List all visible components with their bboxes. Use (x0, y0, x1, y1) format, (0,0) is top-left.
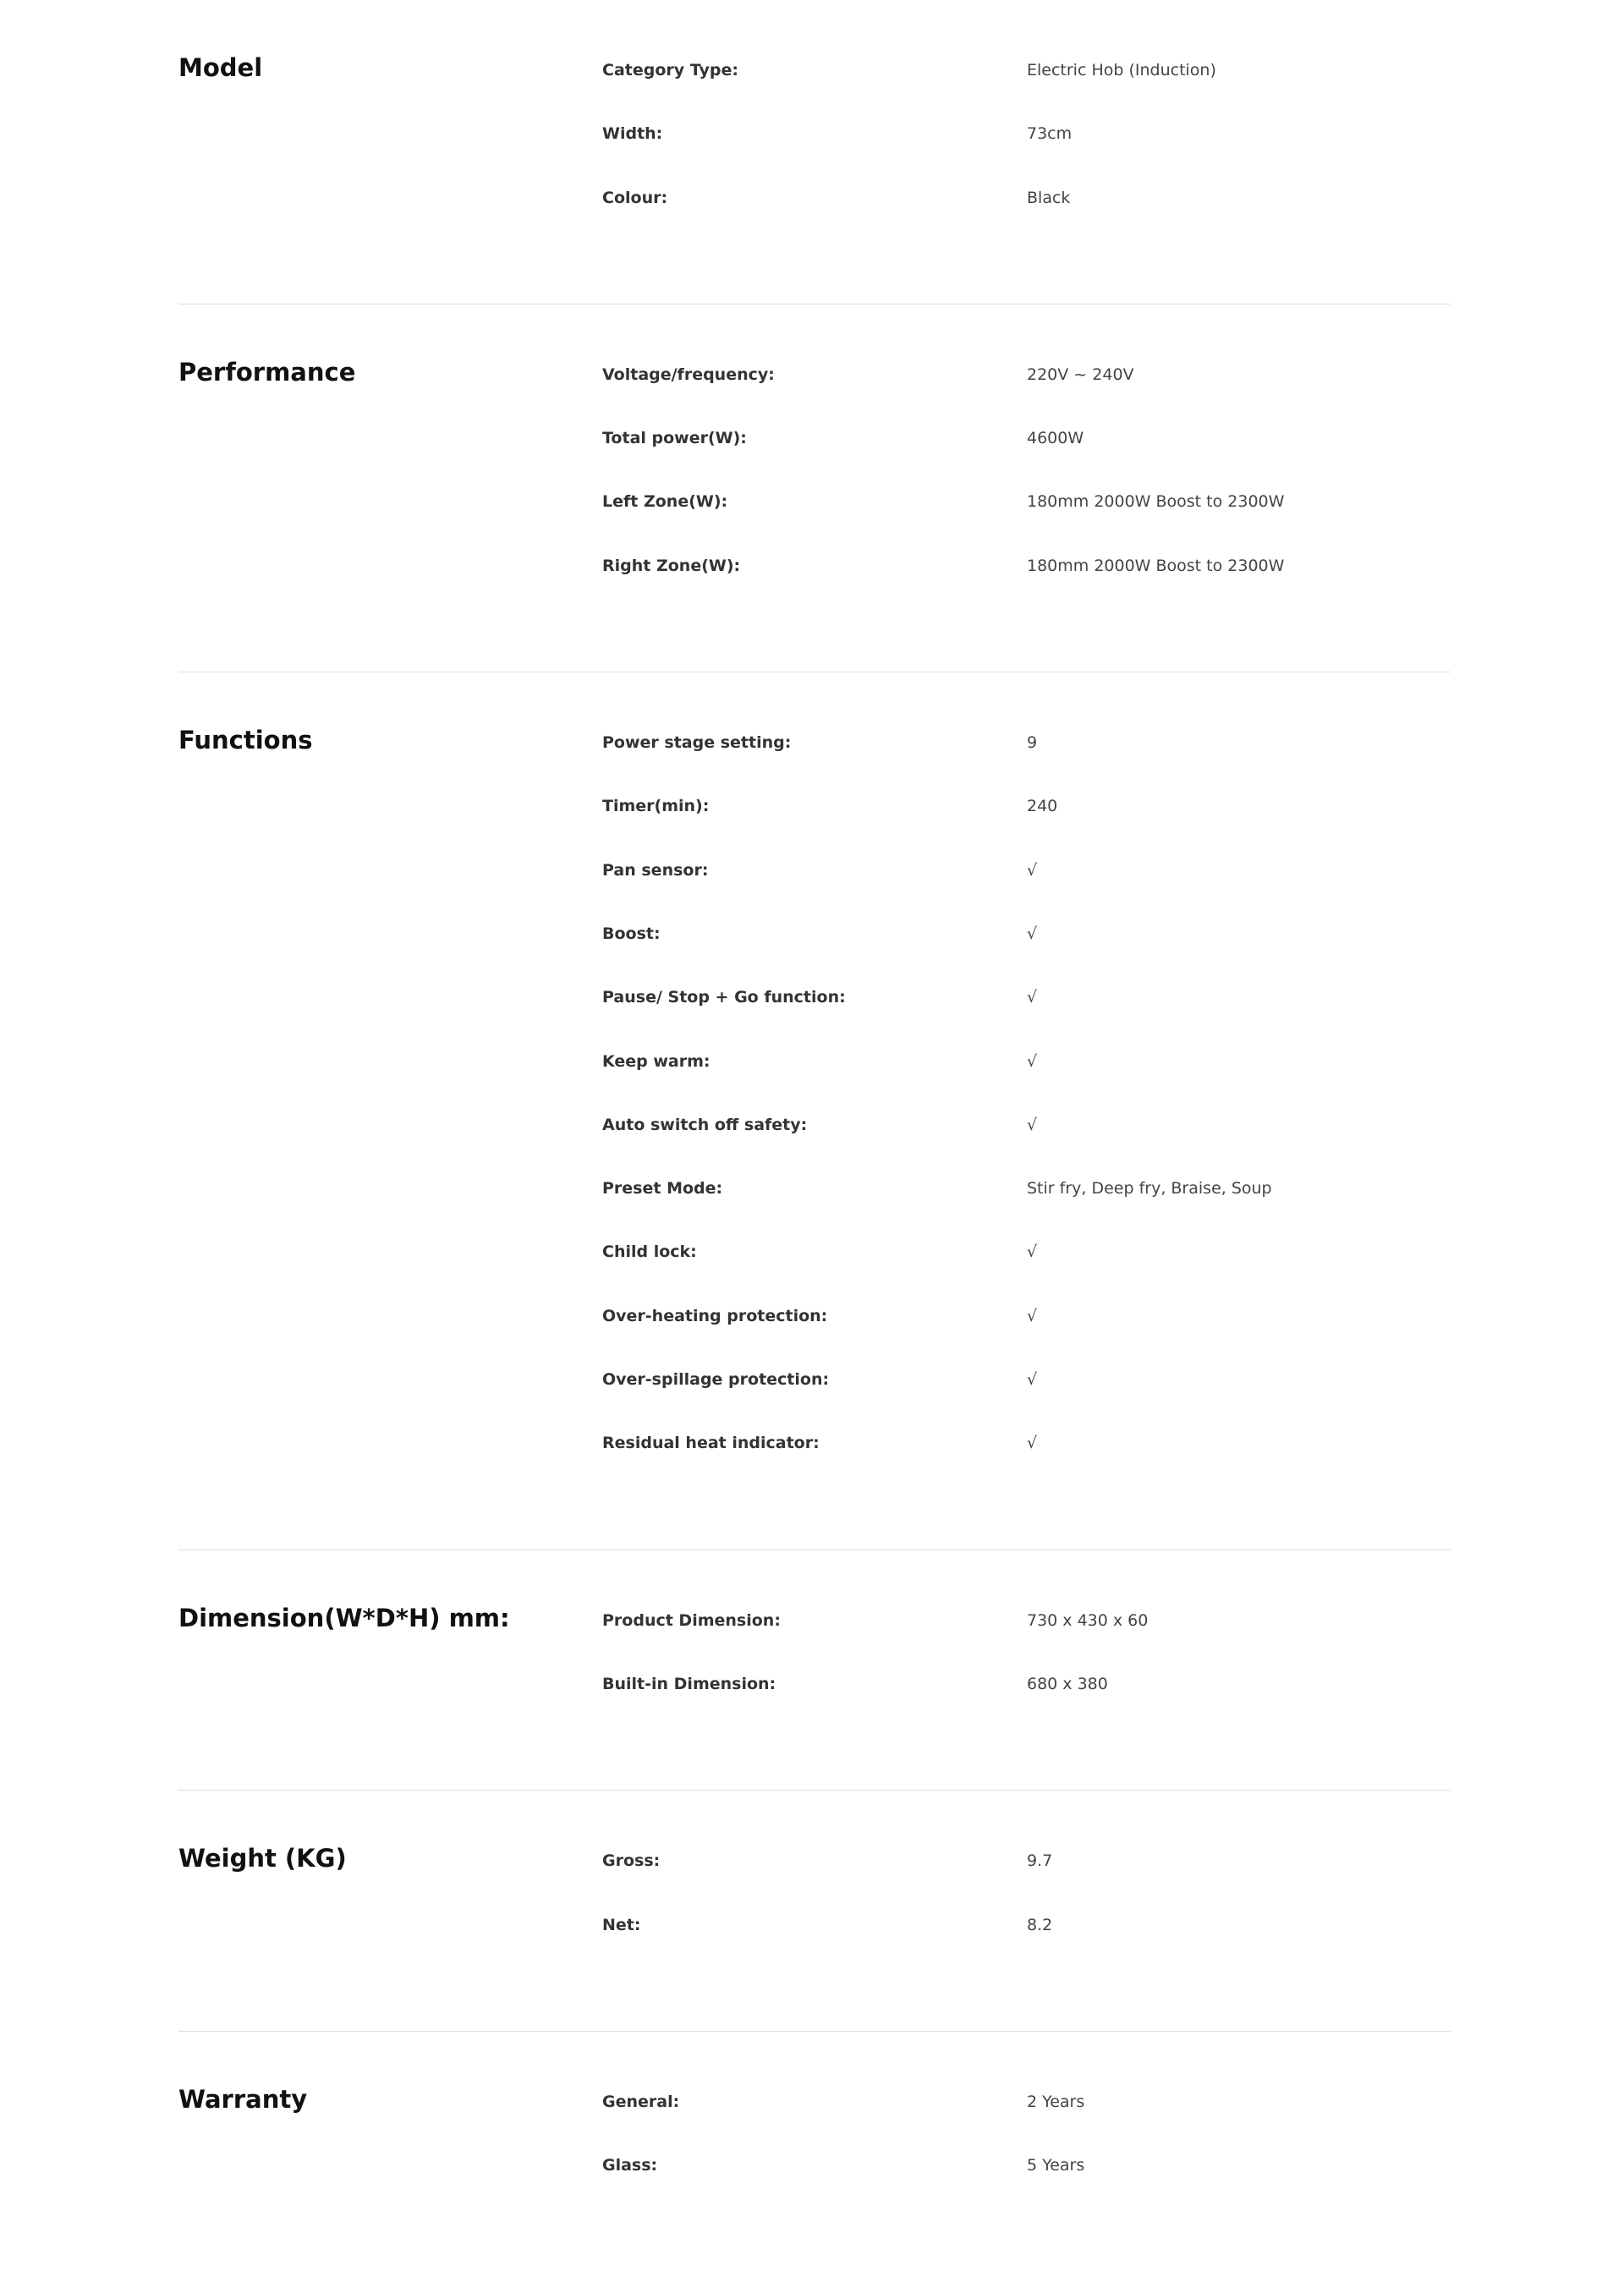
spec-row (602, 858, 1451, 921)
section-title: Performance (178, 357, 356, 387)
spec-rows (602, 2032, 1451, 2271)
spec-row (602, 1112, 1451, 1176)
spec-row (602, 1912, 1451, 1976)
spec-row (602, 489, 1451, 552)
specifications-table (178, 0, 1451, 2271)
spec-label: Total power(W): (602, 429, 747, 448)
spec-row (602, 1367, 1451, 1430)
spec-row (602, 425, 1451, 489)
spec-row (602, 1430, 1451, 1494)
spec-label: Voltage/frequency: (602, 365, 775, 384)
spec-value-check: √ (1027, 1370, 1038, 1390)
spec-label: Colour: (602, 188, 668, 207)
spec-row (602, 2153, 1451, 2216)
spec-label: Product Dimension: (602, 1610, 781, 1630)
spec-row (602, 1049, 1451, 1112)
spec-rows (602, 672, 1451, 1550)
spec-label: Keep warm: (602, 1051, 710, 1071)
spec-row (602, 921, 1451, 985)
spec-row (602, 2089, 1451, 2153)
spec-value: 9.7 (1027, 1851, 1053, 1871)
spec-value: 730 x 430 x 60 (1027, 1610, 1149, 1630)
spec-value-check: √ (1027, 1051, 1038, 1071)
spec-row (602, 1239, 1451, 1303)
spec-value: 5 Years (1027, 2156, 1085, 2175)
spec-value: 180mm 2000W Boost to 2300W (1027, 492, 1285, 512)
spec-label: Child lock: (602, 1242, 697, 1262)
section-title: Dimension(W*D*H) mm: (178, 1603, 510, 1632)
spec-row (602, 1671, 1451, 1735)
spec-value: 8.2 (1027, 1915, 1053, 1934)
spec-label: Over-heating protection: (602, 1306, 828, 1325)
spec-label: Built-in Dimension: (602, 1674, 776, 1693)
spec-section (178, 1550, 1451, 1791)
spec-value: 4600W (1027, 429, 1084, 448)
spec-value: Stir fry, Deep fry, Braise, Soup (1027, 1179, 1272, 1199)
spec-value: 240 (1027, 797, 1058, 816)
spec-section (178, 672, 1451, 1550)
section-title: Weight (KG) (178, 1844, 347, 1873)
spec-row (602, 185, 1451, 249)
spec-section (178, 1791, 1451, 2032)
spec-label: Pan sensor: (602, 860, 709, 880)
spec-value-check: √ (1027, 1306, 1038, 1325)
spec-label: Timer(min): (602, 797, 710, 816)
spec-rows (602, 304, 1451, 672)
spec-value: Electric Hob (Induction) (1027, 61, 1216, 80)
spec-rows (602, 1550, 1451, 1791)
section-title: Model (178, 53, 263, 82)
spec-section (178, 2032, 1451, 2271)
spec-label: Left Zone(W): (602, 492, 728, 512)
spec-row (602, 1608, 1451, 1671)
spec-section (178, 304, 1451, 672)
spec-value: Black (1027, 188, 1071, 207)
spec-label: Glass: (602, 2156, 658, 2175)
spec-row (602, 730, 1451, 793)
spec-rows (602, 1791, 1451, 2031)
spec-label: Pause/ Stop + Go function: (602, 988, 846, 1007)
section-title: Functions (178, 726, 313, 755)
spec-value-check: √ (1027, 988, 1038, 1007)
spec-value: 73cm (1027, 124, 1073, 144)
spec-row (602, 793, 1451, 857)
spec-row (602, 1303, 1451, 1367)
spec-value-check: √ (1027, 924, 1038, 943)
spec-section (178, 0, 1451, 304)
spec-rows (602, 0, 1451, 304)
spec-label: Net: (602, 1915, 641, 1934)
spec-label: Power stage setting: (602, 733, 792, 753)
spec-label: General: (602, 2092, 680, 2111)
spec-row (602, 362, 1451, 425)
spec-value-check: √ (1027, 860, 1038, 880)
spec-row (602, 1848, 1451, 1912)
spec-row (602, 553, 1451, 617)
spec-value: 680 x 380 (1027, 1674, 1108, 1693)
spec-value: 180mm 2000W Boost to 2300W (1027, 556, 1285, 575)
spec-row (602, 58, 1451, 121)
spec-value: 9 (1027, 733, 1038, 753)
spec-value: 2 Years (1027, 2092, 1085, 2111)
spec-label: Boost: (602, 924, 661, 943)
spec-label: Category Type: (602, 61, 738, 80)
spec-value-check: √ (1027, 1242, 1038, 1262)
spec-label: Auto switch off safety: (602, 1115, 808, 1134)
spec-label: Over-spillage protection: (602, 1370, 830, 1390)
spec-value-check: √ (1027, 1434, 1038, 1453)
spec-label: Gross: (602, 1851, 661, 1871)
spec-value-check: √ (1027, 1115, 1038, 1134)
spec-label: Right Zone(W): (602, 556, 741, 575)
spec-row (602, 985, 1451, 1048)
spec-row (602, 121, 1451, 184)
spec-label: Width: (602, 124, 663, 144)
spec-value: 220V ~ 240V (1027, 365, 1134, 384)
spec-label: Preset Mode: (602, 1179, 723, 1199)
section-title: Warranty (178, 2084, 308, 2114)
spec-row (602, 1176, 1451, 1239)
spec-label: Residual heat indicator: (602, 1434, 820, 1453)
